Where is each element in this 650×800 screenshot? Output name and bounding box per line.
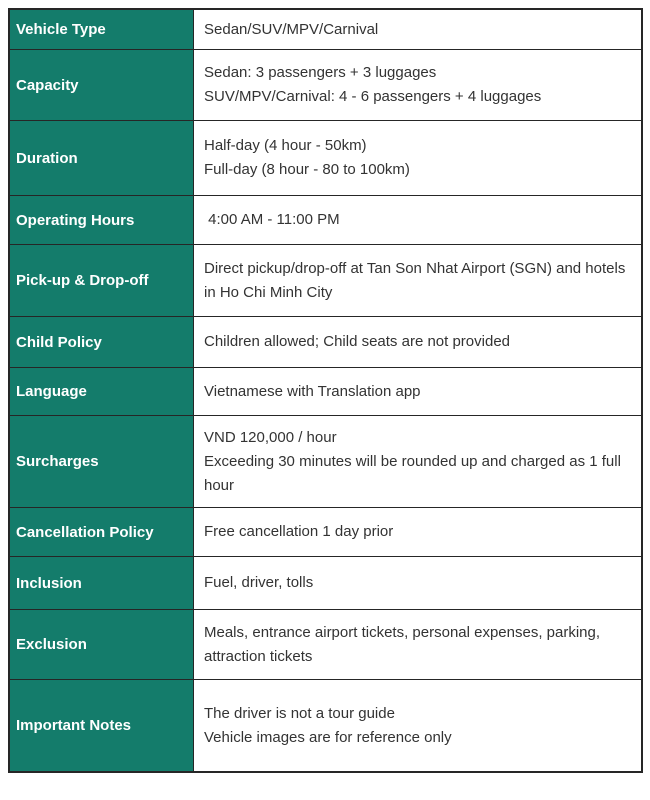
table-row-duration [10,121,641,196]
row-label-capacity: Capacity [10,50,194,120]
value-line: Exceeding 30 minutes will be rounded up and charged as 1 full hour [204,452,626,494]
row-label-exclusion: Exclusion [10,610,194,679]
value-line: The driver is not a tour guide [204,704,395,722]
row-value-important-notes [194,680,641,771]
row-value-capacity [194,50,641,120]
row-value-operating-hours [194,196,641,244]
row-label-child-policy: Child Policy [10,317,194,367]
row-label-vehicle-type: Vehicle Type [10,10,194,49]
row-value-pickup-dropoff [194,245,641,316]
row-label-language: Language [10,368,194,415]
row-value-language [194,368,641,415]
row-label-surcharges: Surcharges [10,416,194,507]
table-row-inclusion [10,557,641,610]
row-label-cancellation-policy: Cancellation Policy [10,508,194,556]
table-row-pickup-dropoff [10,245,641,317]
value-line: Free cancellation 1 day prior [204,523,394,540]
row-label-operating-hours: Operating Hours [10,196,194,244]
service-details-table [8,8,643,773]
table-row-operating-hours [10,196,641,245]
table-row-important-notes [10,680,641,771]
table-row-surcharges [10,416,641,508]
value-line: Children allowed; Child seats are not provided [204,333,511,350]
value-line: Fuel, driver, tolls [204,574,314,591]
table-row-language [10,368,641,416]
value-line: Vietnamese with Translation app [204,382,421,400]
row-value-exclusion [194,610,641,679]
value-line: VND 120,000 / hour [204,428,337,446]
value-line: SUV/MPV/Carnival: 4 - 6 passengers + 4 luggages [204,88,542,105]
row-label-inclusion: Inclusion [10,557,194,609]
row-value-inclusion [194,557,641,609]
value-line: Meals, entrance airport tickets, personal expenses, parking, attraction tickets [204,623,605,665]
row-label-important-notes: Important Notes [10,680,194,771]
table-row-cancellation-policy [10,508,641,557]
table-row-vehicle-type [10,10,641,50]
row-value-cancellation-policy [194,508,641,556]
row-label-duration: Duration [10,121,194,195]
value-line: Sedan: 3 passengers + 3 luggages [204,64,437,81]
value-line: Full-day (8 hour - 80 to 100km) [204,161,410,178]
row-label-pickup-dropoff: Pick-up & Drop-off [10,245,194,316]
row-value-duration [194,121,641,195]
value-line: Half-day (4 hour - 50km) [204,137,367,154]
table-row-capacity [10,50,641,121]
row-value-surcharges [194,416,641,507]
value-line: Vehicle images are for reference only [204,728,452,746]
row-value-vehicle-type [194,10,641,49]
value-line: Sedan/SUV/MPV/Carnival [204,20,379,38]
value-line: 4:00 AM - 11:00 PM [204,211,340,228]
table-row-child-policy [10,317,641,368]
row-value-child-policy [194,317,641,367]
value-line: Direct pickup/drop-off at Tan Son Nhat Airport (SGN) and hotels in Ho Chi Minh City [204,259,630,301]
table-row-exclusion [10,610,641,680]
